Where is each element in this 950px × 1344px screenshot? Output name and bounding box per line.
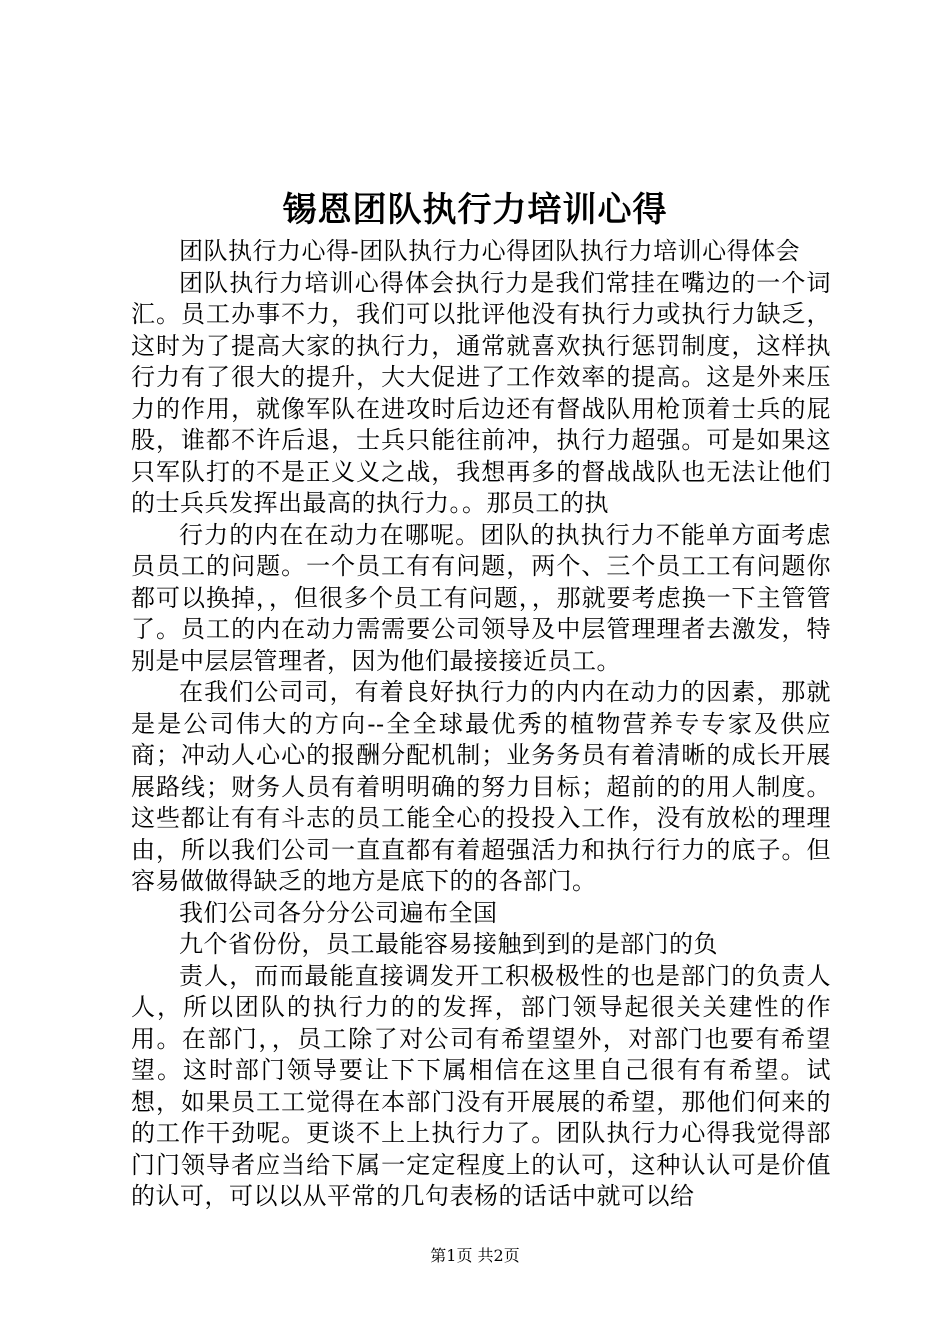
page-number: 第1页 共2页 bbox=[430, 1246, 520, 1265]
document-body bbox=[131, 236, 831, 1213]
paragraph-3: 行力的内在在动力在哪呢。团队的执执行力不能单方面考虑员员工的问题。一个员工有有问题，两个、三个员工工有问题你都可以换掉，，但很多个员工有问题，，那就要考虑换一下主管管了。员工的内在动力需需要公司领导及中层管理理者去激发，特别是中层层管理者，因为他们最接接近员工。 bbox=[131, 520, 831, 675]
paragraph-7: 责人，而而最能直接调发开工积极极性的也是部门的负责人人，所以团队的执行力的的发挥，部门领导起很关关建性的作用。在部门，，员工除了对公司有希望望外，对部门也要有希望望。这时部门领导要让下下属相信在这里自己很有有希望。试想，如果员工工觉得在本部门没有开展展的希望，那他们何来的的工作干劲呢。更谈不上上执行力了。团队执行力心得我觉得部门门领导者应当给下属一定定程度上的认可，这种认认可是价值的认可，可以以从平常的几句表杨的话话中就可以给 bbox=[131, 961, 831, 1210]
paragraph-1: 团队执行力心得-团队执行力心得团队执行力培训心得体会 bbox=[179, 237, 801, 265]
paragraph-4: 在我们公司司，有着良好执行力的内内在动力的因素，那就是是公司伟大的方向--全全球最优秀的植物营养专专家及供应商；冲动人心心的报酬分配机制；业务务员有着清晰的成长开展展路线；财务人员有着明明确的努力目标；超前的的用人制度。这些都让有有斗志的员工能全心的投投入工作，没有放松的理理由，所以我们公司一直直都有着超强活力和执行行力的底子。但容易做做得缺乏的地方是底下的的各部门。 bbox=[131, 678, 831, 895]
paragraph-2: 团队执行力培训心得体会执行力是我们常挂在嘴边的一个词汇。员工办事不力，我们可以批评他没有执行力或执行力缺乏，这时为了提高大家的执行力，通常就喜欢执行惩罚制度，这样执行力有了很大的提升，大大促进了工作效率的提高。这是外来压力的作用，就像军队在进攻时后边还有督战队用枪顶着士兵的屁股，谁都不许后退，士兵只能往前冲，执行力超强。可是如果这只军队打的不是正义义之战，我想再多的督战战队也无法让他们的士兵兵发挥出最高的执行力。。那员工的执 bbox=[131, 268, 831, 517]
paragraph-6: 九个省份份，员工最能容易接触到到的是部门的负 bbox=[179, 930, 718, 958]
paragraph-5: 我们公司各分分公司遍布全国 bbox=[179, 898, 498, 927]
document-title: 锡恩团队执行力培训心得 bbox=[282, 190, 668, 230]
